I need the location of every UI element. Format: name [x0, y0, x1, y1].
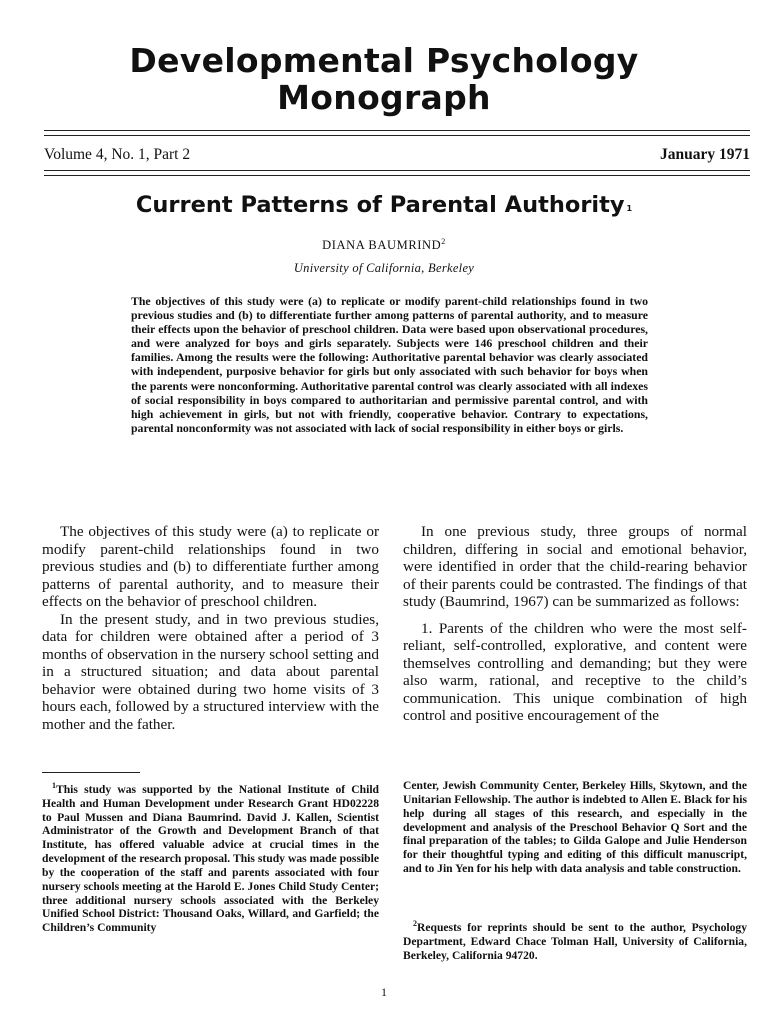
footnote-1-text: This study was supported by the National Institute of Child Health and Human Development under Research Grant HD02228 to Paul Mussen and Diana Baumrind. David J. Kallen, Scientist Administrator of the Growth and Development Branch of that Institute, has offered valuable advice at crucial times in the development of the research proposal. This study was made possible by the cooperation of the staff and parents associated with four nursery schools meeting at the Harold E. Jones Child Study Center; three additional nursery schools associated with the Berkeley Unified School District: Thousand Oaks, Willard, and Garfield; the Children’s Community: [42, 782, 379, 935]
article-title: [0, 191, 768, 219]
footnote-divider: [42, 772, 140, 773]
title-footnote-marker: 1: [626, 204, 633, 213]
journal-title-line1: Developmental Psychology: [129, 41, 639, 80]
body-paragraph: In the present study, and in two previous studies, data for children were obtained after a period of 3 months of observation in the nursery school setting and in a structured situation; and data about parental behavior were obtained during two home visits of 3 hours each, followed by a structured interview with the mother and the father.: [42, 610, 379, 733]
footnote-2-text: Requests for reprints should be sent to the author, Psychology Department, Edward Chace Tolman Hall, University of California, Berkeley, California 94720.: [403, 920, 747, 962]
author-name: [0, 237, 768, 253]
body-paragraph: The objectives of this study were (a) to replicate or modify parent-child relationships found in two previous studies and (b) to differentiate further among patterns of parental authority, and to measure their effects on the behavior of preschool children.: [42, 523, 379, 610]
volume-label: Volume 4, No. 1, Part 2: [44, 146, 191, 163]
article-title-text: Current Patterns of Parental Authority: [135, 192, 625, 218]
footnote-1-marker: 1: [52, 781, 56, 790]
page-number: 1: [381, 985, 387, 999]
masthead-rule-top-2: [44, 135, 750, 136]
masthead-rule-top-1: [44, 130, 750, 131]
issue-date: January 1971: [660, 146, 750, 163]
journal-title: [0, 42, 768, 116]
issue-line: [44, 146, 750, 166]
author-name-text: DIANA BAUMRIND: [322, 238, 442, 253]
masthead-rule-bottom-1: [44, 170, 750, 171]
masthead-rule-bottom-2: [44, 175, 750, 176]
body-right-column: [403, 523, 747, 725]
author-affiliation: University of California, Berkeley: [293, 261, 475, 275]
footnote-2-marker: 2: [413, 919, 417, 928]
footnote-1-continued: Center, Jewish Community Center, Berkeley Hills, Skytown, and the Unitarian Fellowship. The author is indebted to Allen E. Black for his help during all stages of this research, and especially in the development and analysis of the Preschool Behavior Q Sort and the final preparation of the tables; to Gilda Galope and Julie Henderson for their thoughtful typing and editing of this difficult manuscript, and to Jin Yen for his help with data analysis and table construction.: [403, 779, 747, 876]
abstract: The objectives of this study were (a) to replicate or modify parent-child relationships found in two previous studies and (b) to differentiate further among patterns of parental authority, and to measure their effects upon the behavior of preschool children. Data were based upon observational procedures, and were analyzed for boys and girls separately. Subjects were 146 preschool children and their families. Among the results were the following: Authoritative parental behavior was clearly associated with independent, purposive behavior for girls but only associated with such behavior for boys when the parents were nonconforming. Authoritative parental control was clearly associated with all indexes of social responsibility in boys compared to authoritarian and permissive parental control, and with high achievement in girls, but not with friendly, cooperative behavior. Contrary to expectations, parental nonconformity was not associated with lack of social responsibility in either boys or girls.: [131, 294, 648, 435]
numbered-finding: 1. Parents of the children who were the most self-reliant, self-controlled, explorative, and content were themselves controlling and demanding; but they were also warm, rational, and receptive to the child’s communication. This unique combination of high control and positive encouragement of the: [403, 619, 747, 724]
journal-title-line2: Monograph: [277, 78, 491, 117]
footnote-2: [403, 917, 747, 962]
footnote-1: [42, 779, 379, 935]
author-footnote-marker: 2: [441, 237, 446, 246]
body-left-column: [42, 523, 379, 733]
body-paragraph: In one previous study, three groups of normal children, differing in social and emotional behavior, were identified in order that the child-rearing behavior of their parents could be contrasted. The findings of that study (Baumrind, 1967) can be summarized as follows:: [403, 523, 747, 610]
